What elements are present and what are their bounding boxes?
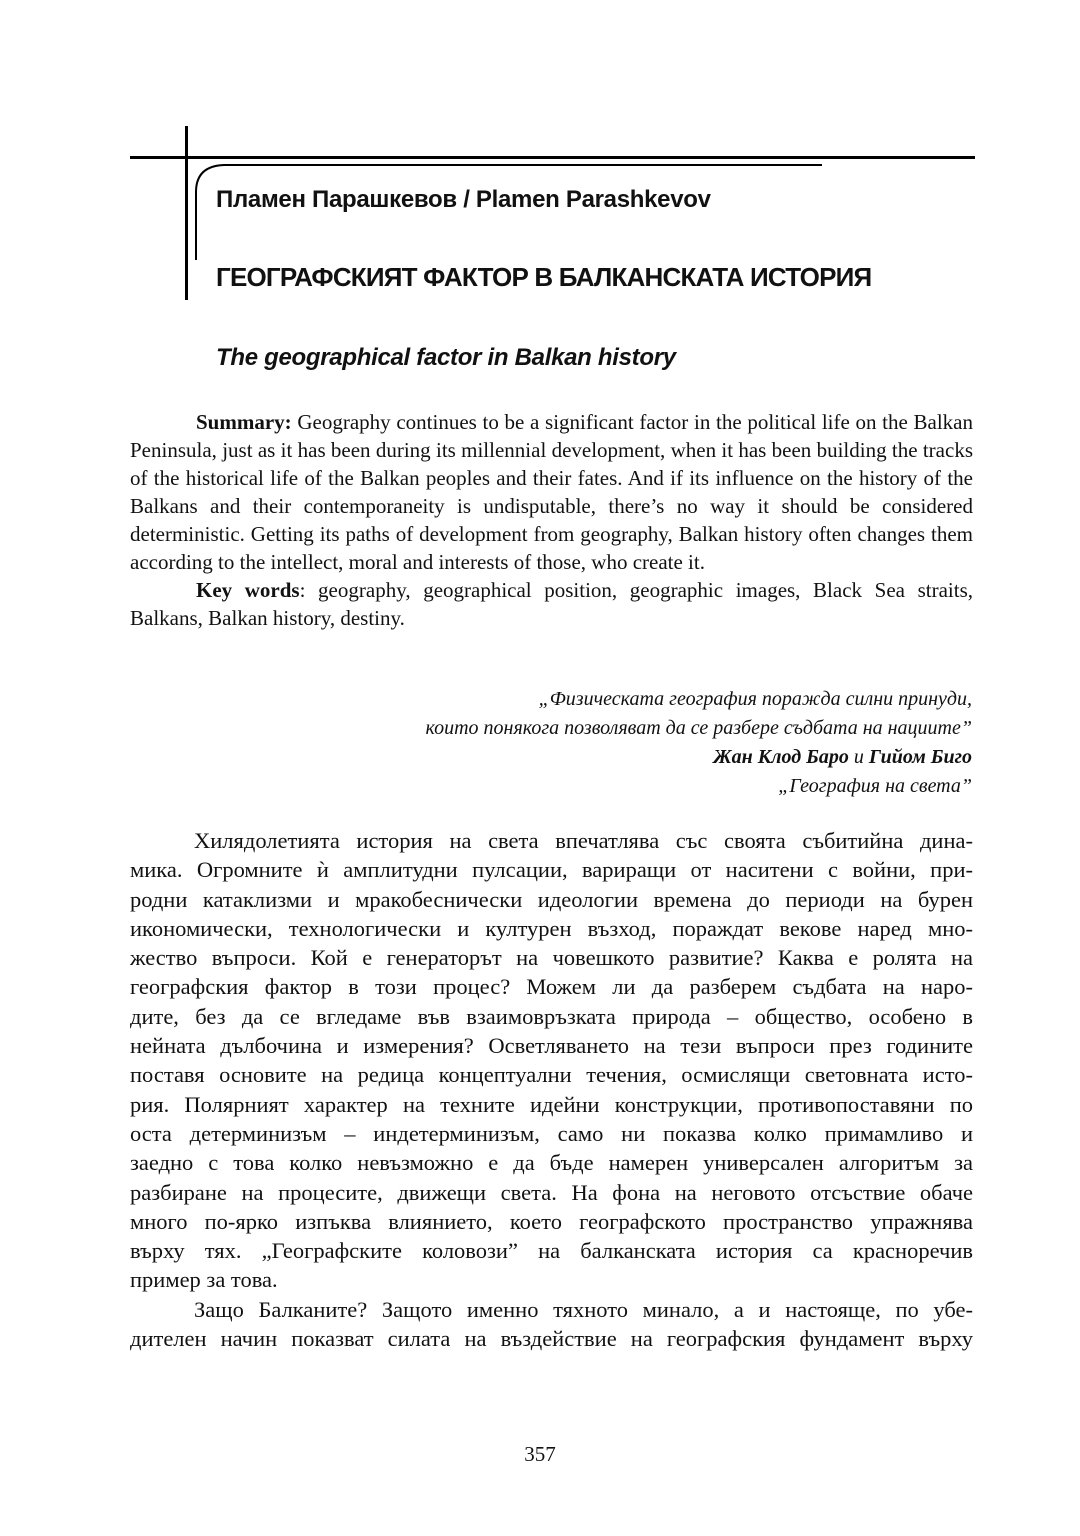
article-title-english: The geographical factor in Balkan history: [216, 344, 676, 371]
body-line: Хилядолетията история на света впечатлява със своята събитийна дина-: [194, 828, 973, 853]
body-line: пример за това.: [130, 1267, 278, 1293]
body-line: върху тях. „Географските коловози” на балканската история са красноречив: [130, 1238, 973, 1264]
abstract: [130, 408, 973, 632]
epigraph-authors: [426, 743, 972, 772]
body-line: дителен начин показват силата на въздействие на географския фундамент върху: [130, 1326, 973, 1352]
body-line: разбиране на процесите, движещи света. На фона на неговото отсъствие обаче: [130, 1179, 973, 1205]
author-name: Пламен Парашкевов / Plamen Parashkevov: [216, 186, 711, 213]
body-line: оста детерминизъм – индетерминизъм, само ни показва колко примамливо и: [130, 1120, 973, 1146]
epigraph: [426, 685, 972, 801]
epigraph-author: Гийом Биго: [868, 746, 972, 768]
keywords-label: Key words: [196, 578, 300, 602]
body-line: жество въпроси. Кой е генераторът на човешкото развитие? Каква е ролята на: [130, 945, 973, 971]
body-line: мика. Огромните ѝ амплитудни пулсации, вариращи от наситени с войни, при-: [130, 857, 973, 883]
body-line: родни катаклизми и мракобеснически идеологии времена до периоди на бурен: [130, 886, 973, 912]
epigraph-author: Жан Клод Баро: [713, 746, 849, 768]
page-number: 357: [524, 1442, 556, 1466]
summary-paragraph: [130, 408, 973, 576]
epigraph-conjunction: и: [848, 746, 869, 768]
body-paragraph: [130, 1295, 973, 1354]
epigraph-quote-line: които понякога позволяват да се разбере съдбата на нациите”: [425, 717, 972, 739]
body-line: рия. Полярният характер на техните идейни конструкции, противопоставяни по: [130, 1091, 973, 1117]
epigraph-quote-line: „Физическата география поражда силни принуди,: [538, 688, 972, 710]
body-line: Защо Балканите? Защото именно тяхното минало, а и настояще, по убе-: [194, 1296, 973, 1322]
body-line: икономически, технологически и културен възход, пораждат векове наред мно-: [130, 915, 973, 941]
epigraph-source: „География на света”: [778, 775, 972, 797]
body-line: нейната дълбочина и измерения? Осветляването на тези въпроси през годините: [130, 1033, 973, 1059]
keywords-paragraph: [130, 576, 973, 632]
summary-label: Summary:: [196, 410, 292, 434]
body-line: заедно с това колко невъзможно е да бъде намерен универсален алгоритъм за: [130, 1150, 973, 1176]
body-text: [130, 826, 973, 1353]
keywords-text: : geography, geographical position, geographic images, Black Sea straits, Balkans, Balkan history, destiny.: [130, 578, 973, 630]
body-line: поставя основите на редица концептуални течения, осмислящи световната исто-: [130, 1062, 973, 1088]
article-title-bulgarian: ГЕОГРАФСКИЯТ ФАКТОР В БАЛКАНСКАТА ИСТОРИЯ: [216, 262, 872, 292]
body-line: дите, без да се вгледаме във взаимовръзката природа – общество, особено в: [130, 1003, 973, 1029]
body-line: много по-ярко изпъква влиянието, което географското пространство упражнява: [130, 1208, 973, 1234]
body-paragraph: [130, 826, 973, 1295]
decorative-horizontal-line: [130, 156, 975, 159]
body-line: географския фактор в този процес? Можем ли да разберем съдбата на наро-: [130, 974, 973, 1000]
summary-text: Geography continues to be a significant factor in the political life on the Balkan Peninsula, just as it has been during its millennial development, when it has been building the tracks of the historical life of the Balkan peoples and their fates. And if its influence on the history of the Balkans and their contemporaneity is undisputable, there’s no way it should be considered deterministic. Getting its paths of development from geography, Balkan history often changes them according to the intellect, moral and interests of those, who create it.: [130, 410, 973, 574]
decorative-vertical-line: [185, 126, 188, 300]
